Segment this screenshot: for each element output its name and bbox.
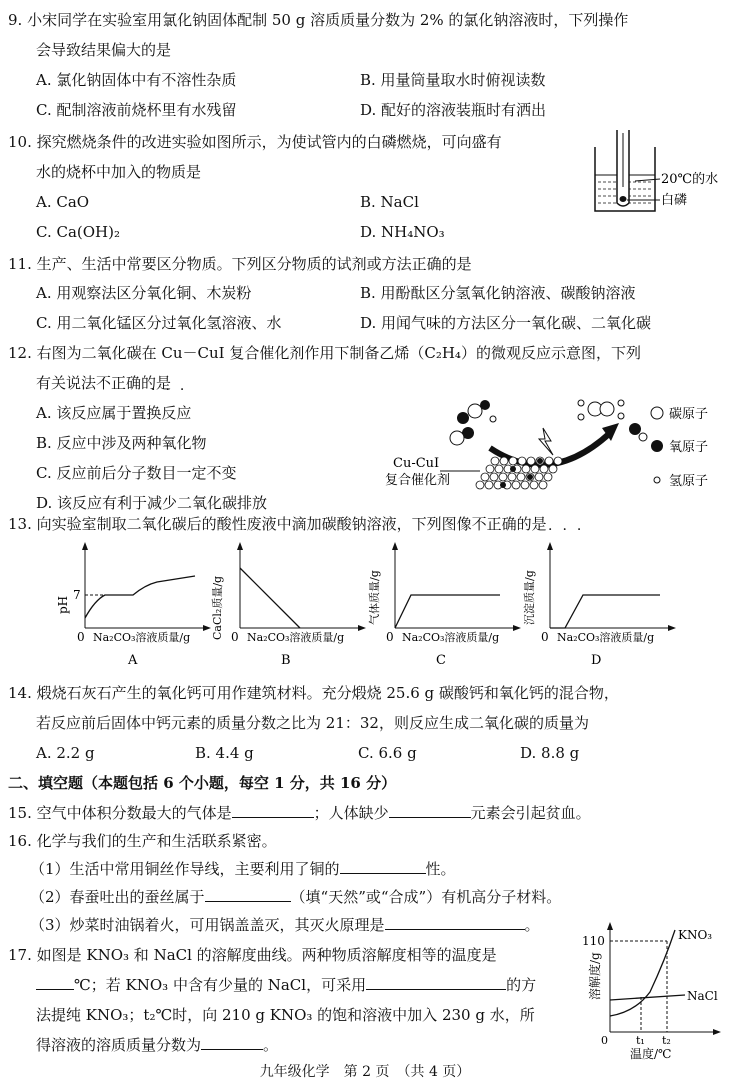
graph-b-letter: B — [281, 653, 291, 668]
q14-stem-line2: 若反应前后固体中钙元素的质量分数之比为 21：32，则反应生成二氧化碳的质量为 — [36, 714, 589, 732]
q15-blank1[interactable] — [232, 803, 314, 818]
graph-a-ylabel: pH — [56, 595, 70, 614]
q14-option-d: D. 8.8 g — [520, 744, 580, 762]
legend-oxygen: 氧原子 — [669, 440, 709, 455]
q16-sub1-text: （1）生活中常用铜丝作导线，主要利用了铜的 — [30, 860, 340, 878]
emphasis-dots: ··· — [548, 522, 592, 538]
q12-option-c: C. 反应前后分子数目一定不变 — [36, 464, 237, 482]
q17-line2-text: ℃；若 KNO₃ 中含有少量的 NaCl，可采用 — [74, 976, 367, 994]
label-nacl: NaCl — [687, 989, 718, 1003]
q17-line4-end: 。 — [263, 1036, 279, 1054]
legend-carbon: 碳原子 — [669, 407, 709, 422]
graph-a-tick-7: 7 — [73, 588, 81, 602]
q9-option-d: D. 配好的溶液装瓶时有洒出 — [360, 101, 547, 119]
label-20c-water: 20℃的水 — [661, 172, 719, 187]
q15-line — [8, 803, 591, 823]
q14-stem-line1: 14. 煅烧石灰石产生的氧化钙可用作建筑材料。充分煅烧 25.6 g 碳酸钙和氧化钙的混合物， — [8, 684, 619, 702]
page-footer: 九年级化学 第 2 页 （共 4 页） — [259, 1064, 471, 1080]
graph-d-origin: 0 — [541, 630, 549, 644]
q9-option-b: B. 用量筒量取水时俯视读数 — [360, 71, 546, 89]
q17-line2 — [36, 975, 536, 995]
q17-blank3[interactable] — [201, 1035, 263, 1050]
graph-d — [522, 542, 676, 668]
emphasis-dots: ··· — [151, 382, 195, 398]
carbon-legend-icon — [651, 407, 663, 419]
label-white-phosphorus: 白磷 — [661, 193, 688, 208]
graph-a — [56, 542, 211, 668]
q11-stem: 11. 生产、生活中常要区分物质。下列区分物质的试剂或方法正确的是 — [8, 255, 472, 273]
q10-stem-line2: 水的烧杯中加入的物质是 — [36, 163, 202, 181]
q10-option-d: D. NH₄NO₃ — [360, 223, 445, 241]
q17-line1: 17. 如图是 KNO₃ 和 NaCl 的溶解度曲线。两种物质溶解度相等的温度是 — [8, 946, 497, 964]
section-heading: 二、填空题（本题包括 6 个小题，每空 1 分，共 16 分） — [8, 774, 397, 792]
q17-line4 — [36, 1035, 278, 1055]
q10-stem-line1: 10. 探究燃烧条件的改进实验如图所示，为使试管内的白磷燃烧，可向盛有 — [8, 133, 502, 151]
q16-stem: 16. 化学与我们的生产和生活联系紧密。 — [8, 832, 277, 850]
graph-b-ylabel: CaCl₂质量/g — [211, 575, 224, 640]
q17-line3: 法提纯 KNO₃；t₂℃时，向 210 g KNO₃ 的饱和溶液中加入 230 g 水，所 — [36, 1006, 535, 1024]
q12-option-d: D. 该反应有利于减少二氧化碳排放 — [36, 494, 268, 512]
q12-option-a: A. 该反应属于置换反应 — [36, 404, 192, 422]
q13-stem: 13. 向实验室制取二氧化碳后的酸性废液中滴加碳酸钠溶液，下列图像不正确的是 — [8, 515, 547, 533]
q14-option-a: A. 2.2 g — [36, 744, 95, 762]
graph-c-xlabel: Na₂CO₃溶液质量/g — [402, 631, 500, 644]
graph-c-letter: C — [436, 653, 446, 668]
q16-blank3[interactable] — [385, 915, 525, 930]
q11-option-b: B. 用酚酞区分氢氧化钠溶液、碳酸钠溶液 — [360, 284, 636, 302]
q11-option-c: C. 用二氧化锰区分过氧化氢溶液、水 — [36, 314, 282, 332]
graph-b-origin: 0 — [231, 630, 239, 644]
q10-beaker-figure — [590, 125, 725, 220]
q16-blank2[interactable] — [205, 887, 291, 902]
hydrogen-legend-icon — [654, 477, 660, 483]
graph-a-letter: A — [128, 653, 138, 668]
graph-c-ylabel: 气体质量/g — [368, 570, 381, 625]
q11-option-a: A. 用观察法区分氧化铜、木炭粉 — [36, 284, 252, 302]
q9-option-a: A. 氯化钠固体中有不溶性杂质 — [36, 71, 237, 89]
q17-line2-end: 的方 — [506, 976, 537, 994]
solubility-chart — [575, 920, 725, 1060]
q13-graphs — [55, 540, 715, 670]
q16-sub2-text: （2）春蚕吐出的蚕丝属于 — [30, 888, 205, 906]
graph-a-origin: 0 — [77, 630, 85, 644]
graph-b-xlabel: Na₂CO₃溶液质量/g — [247, 631, 345, 644]
tick-110: 110 — [582, 934, 605, 948]
kno3-curve — [610, 930, 675, 1016]
q17-blank2[interactable] — [366, 975, 506, 990]
q9-stem-line2: 会导致结果偏大的是 — [36, 41, 172, 59]
white-phosphorus — [620, 196, 627, 202]
q15-part1: 15. 空气中体积分数最大的气体是 — [8, 804, 232, 822]
graph-c — [367, 542, 521, 668]
chart-xlabel: 温度/℃ — [630, 1047, 672, 1060]
q16-sub3-text: （3）炒菜时油锅着火，可用锅盖盖灭，其灭火原理是 — [30, 916, 385, 934]
graph-d-xlabel: Na₂CO₃溶液质量/g — [557, 631, 655, 644]
catalyst-label-line2: 复合催化剂 — [385, 473, 451, 488]
q16-sub1-end: 性。 — [425, 860, 456, 878]
q16-sub2 — [30, 887, 561, 907]
q11-option-d: D. 用闻气味的方法区分一氧化碳、二氧化碳 — [360, 314, 652, 332]
graph-d-letter: D — [591, 653, 602, 668]
q16-sub2-end: （填“天然”或“合成”）有机高分子材料。 — [290, 888, 562, 906]
graph-d-ylabel: 沉淀质量/g — [523, 570, 536, 625]
oxygen-legend-icon — [651, 440, 663, 452]
q17-line4-text: 得溶液的溶质质量分数为 — [36, 1036, 202, 1054]
q16-sub3 — [30, 915, 540, 935]
chart-ylabel: 溶解度/g — [588, 952, 602, 1000]
q16-blank1[interactable] — [340, 859, 426, 874]
q9-option-c: C. 配制溶液前烧杯里有水残留 — [36, 101, 237, 119]
q12-stem-line2: 有关说法不正确的是 — [36, 374, 172, 392]
graph-a-xlabel: Na₂CO₃溶液质量/g — [93, 631, 191, 644]
chart-t1: t₁ — [636, 1034, 645, 1047]
legend-hydrogen: 氢原子 — [669, 474, 709, 489]
graph-c-origin: 0 — [386, 630, 394, 644]
q12-stem-line1: 12. 右图为二氧化碳在 Cu－CuI 复合催化剂作用下制备乙烯（C₂H₄）的微观反应示意图，下列 — [8, 344, 641, 362]
chart-t2: t₂ — [662, 1034, 671, 1047]
graph-b — [210, 542, 366, 668]
label-kno3: KNO₃ — [678, 928, 713, 942]
q10-option-b: B. NaCl — [360, 193, 419, 211]
chart-origin: 0 — [601, 1034, 608, 1047]
q15-part2: ；人体缺少 — [313, 804, 389, 822]
q14-option-b: B. 4.4 g — [195, 744, 254, 762]
q17-blank1[interactable] — [36, 975, 74, 990]
q9-stem-line1: 9. 小宋同学在实验室用氯化钠固体配制 50 g 溶质质量分数为 2% 的氯化钠溶液时，下列操作 — [8, 11, 629, 29]
q16-sub1 — [30, 859, 456, 879]
q12-option-b: B. 反应中涉及两种氧化物 — [36, 434, 207, 452]
q16-sub3-end: 。 — [524, 916, 540, 934]
q12-reaction-diagram — [385, 393, 725, 498]
q10-option-a: A. CaO — [36, 193, 90, 211]
q10-option-c: C. Ca(OH)₂ — [36, 223, 120, 241]
catalyst-label-line1: Cu-CuI — [393, 456, 440, 471]
q15-blank2[interactable] — [389, 803, 471, 818]
q14-option-c: C. 6.6 g — [358, 744, 417, 762]
q15-part3: 元素会引起贫血。 — [470, 804, 591, 822]
